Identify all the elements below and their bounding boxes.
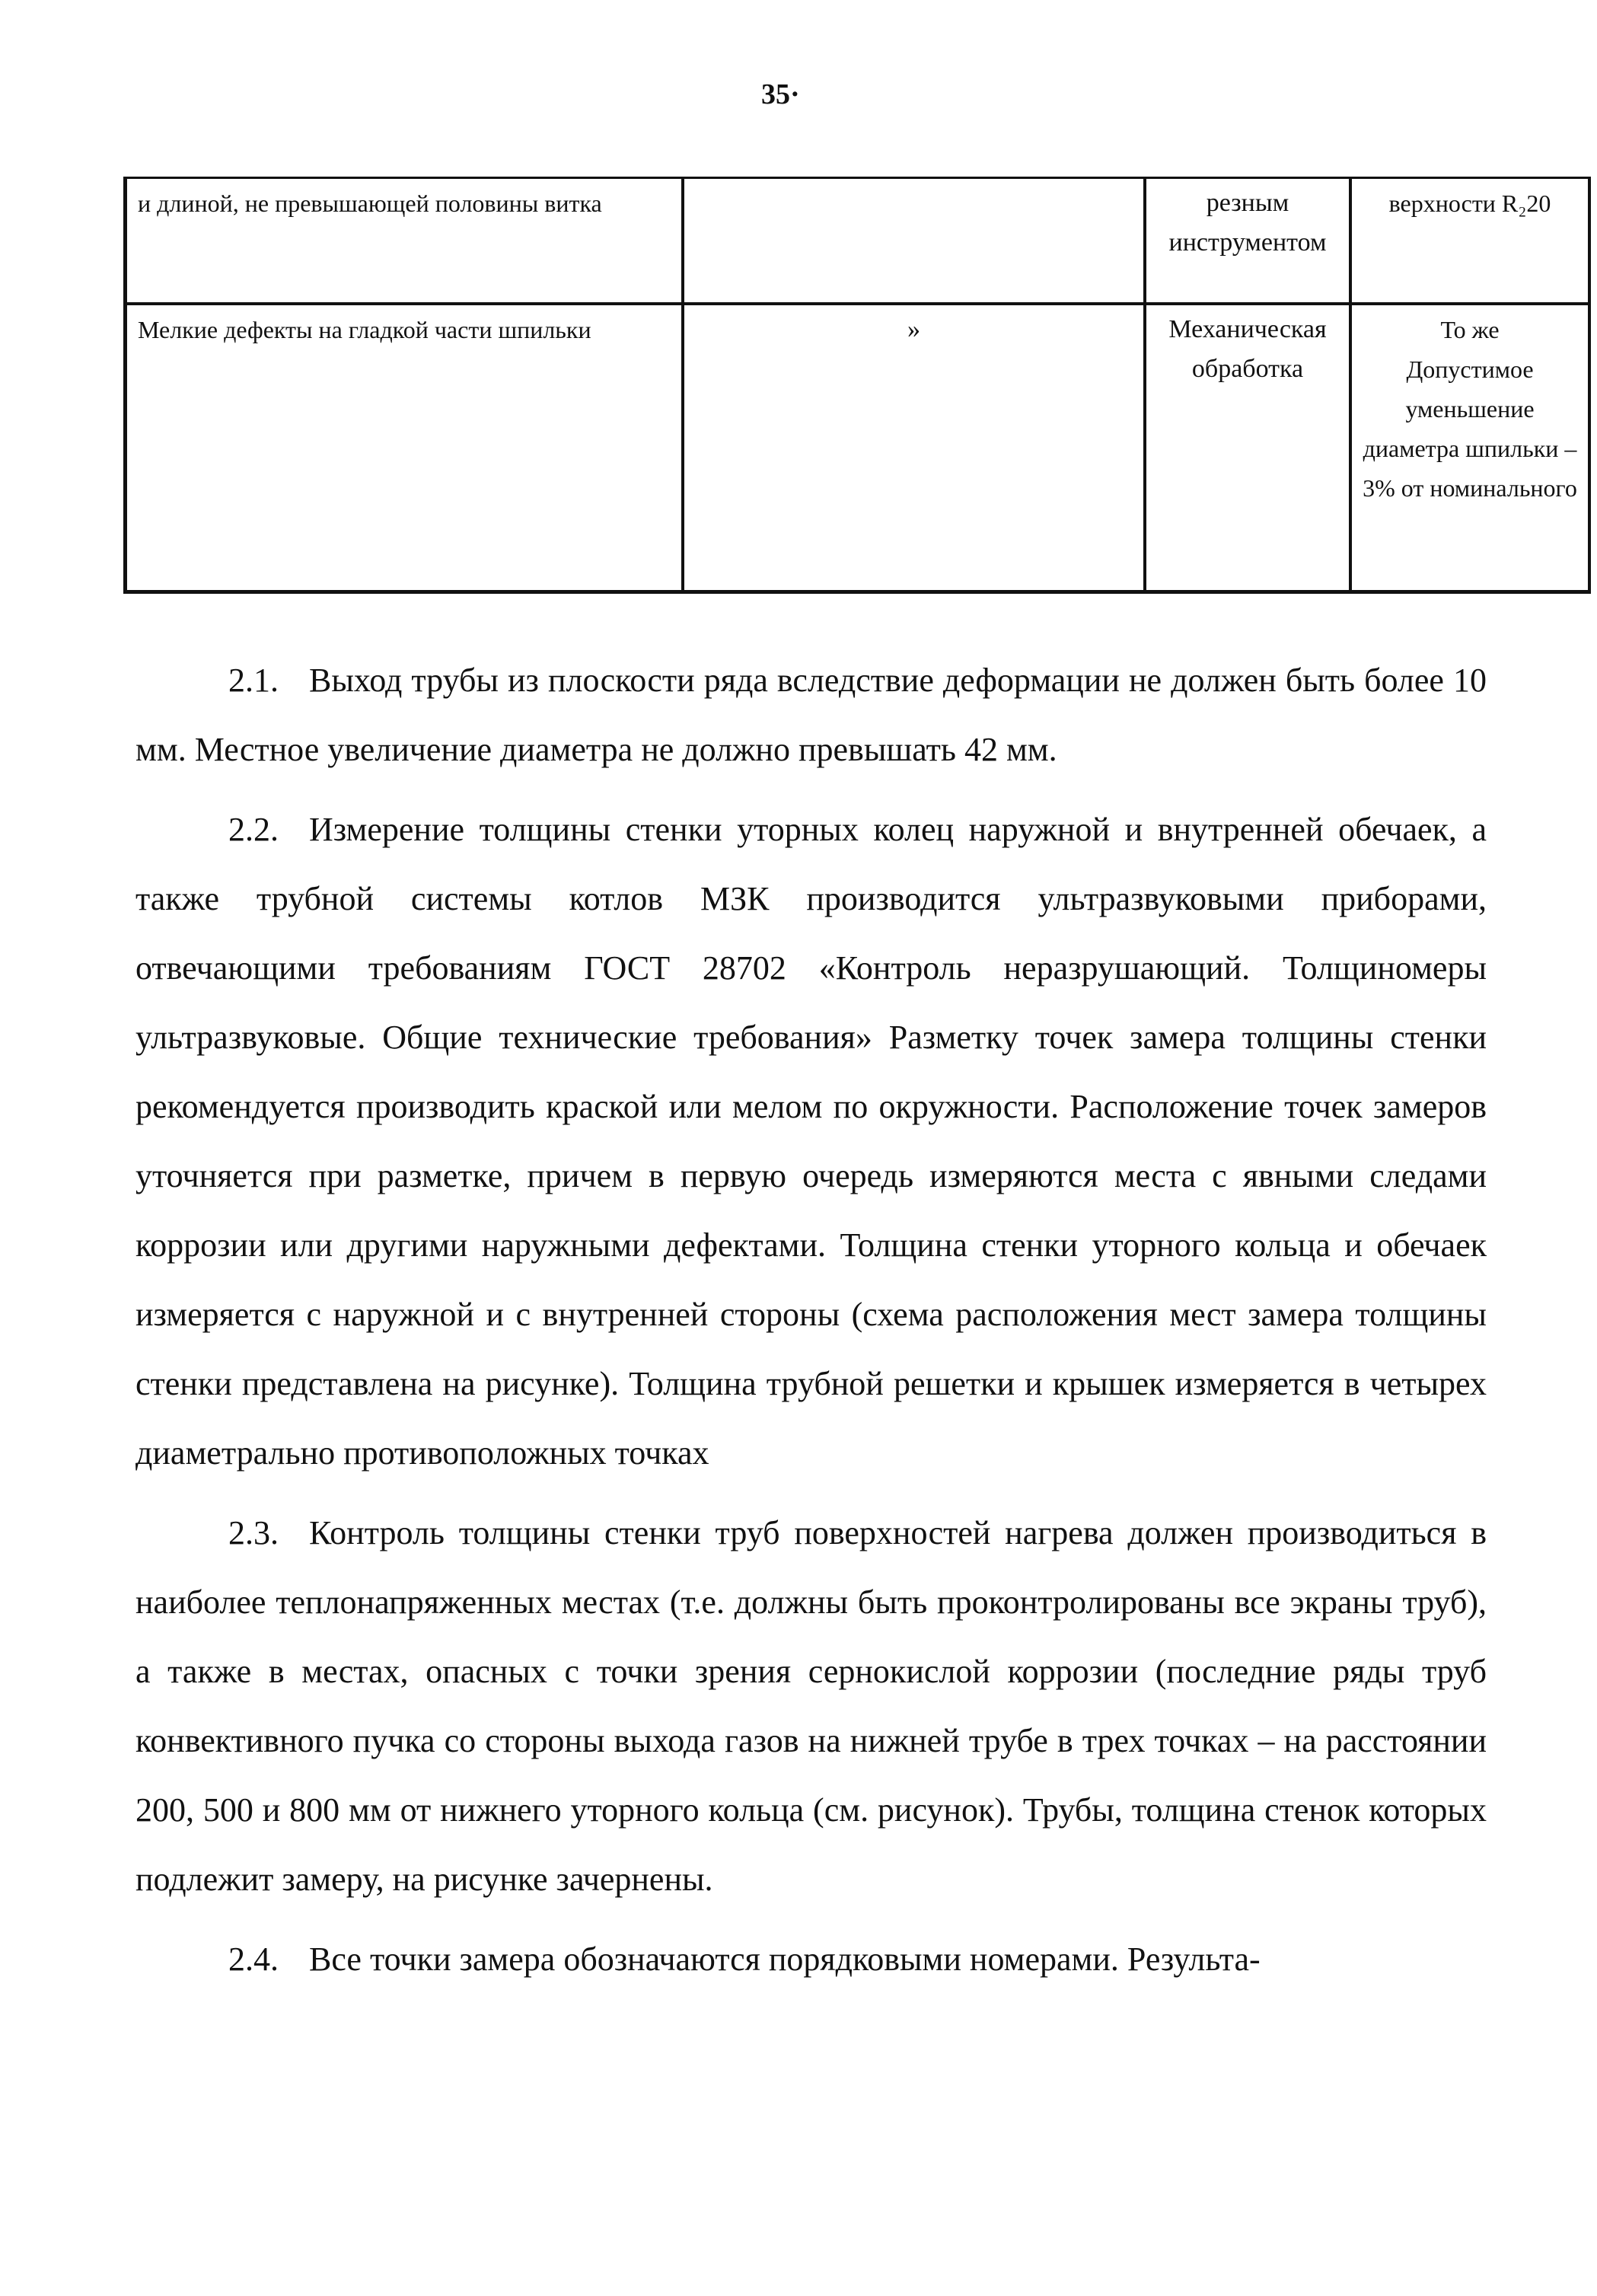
paragraph-2-4 [135, 1924, 1487, 1994]
paragraph-number: 2.2. [228, 811, 279, 848]
table-row [126, 304, 1590, 592]
body-text [135, 646, 1487, 1994]
table-row [126, 178, 1590, 305]
method-cell: Механическая обработка [1145, 304, 1350, 592]
control-cell [683, 178, 1145, 305]
method-cell: резным инструментом [1145, 178, 1350, 305]
paragraph-text: Все точки замера обозначаются порядковыми номерами. Результа- [309, 1940, 1261, 1978]
requirement-cell: верхности R₂20 [1350, 178, 1589, 305]
paragraph-2-3 [135, 1498, 1487, 1914]
paragraph-number: 2.1. [228, 662, 279, 699]
paragraph-2-1 [135, 646, 1487, 784]
paragraph-text: Выход трубы из плоскости ряда вследствие деформации не должен быть более 10 мм. Местное увеличение диаметра не должно превышать 42 мм. [135, 662, 1487, 768]
paragraph-text: Контроль толщины стенки труб поверхностей нагрева должен производиться в наиболее теплонапряженных местах (т.е. должны быть проконтролированы все экраны труб), а также в местах, опасных с точки зрения сернокислой коррозии (последние ряды труб конвективного пучка со стороны выхода газов на нижней трубе в трех точках – на расстоянии 200, 500 и 800 мм от нижнего уторного кольца (см. рисунок). Трубы, толщина стенок которых подлежит замеру, на рисунке зачернены. [135, 1514, 1487, 1898]
control-cell: » [683, 304, 1145, 592]
requirement-cell: То же Допустимое уменьшение диаметра шпильки – 3% от номинального [1350, 304, 1589, 592]
defect-table [123, 177, 1591, 594]
page-number: 35· [761, 78, 800, 110]
paragraph-text: Измерение толщины стенки уторных колец наружной и внутренней обечаек, а также трубной системы котлов МЗК производится ультразвуковыми приборами, отвечающими требованиям ГОСТ 28702 «Контроль неразрушающий. Толщиномеры ультразвуковые. Общие технические требования» Разметку точек замера толщины стенки рекомендуется производить краской или мелом по окружности. Расположение точек замеров уточняется при разметке, причем в первую очередь измеряются места с явными следами коррозии или другими наружными дефектами. Толщина стенки уторного кольца и обечаек измеряется с наружной и с внутренней стороны (схема расположения мест замера толщины стенки представлена на рисунке). Толщина трубной решетки и крышек измеряется в четырех диаметрально противоположных точках [135, 811, 1487, 1472]
paragraph-2-2 [135, 795, 1487, 1488]
defect-cell: Мелкие дефекты на гладкой части шпильки [126, 304, 684, 592]
paragraph-number: 2.4. [228, 1940, 279, 1978]
defect-cell: и длиной, не превышающей половины витка [126, 178, 684, 305]
paragraph-number: 2.3. [228, 1514, 279, 1551]
